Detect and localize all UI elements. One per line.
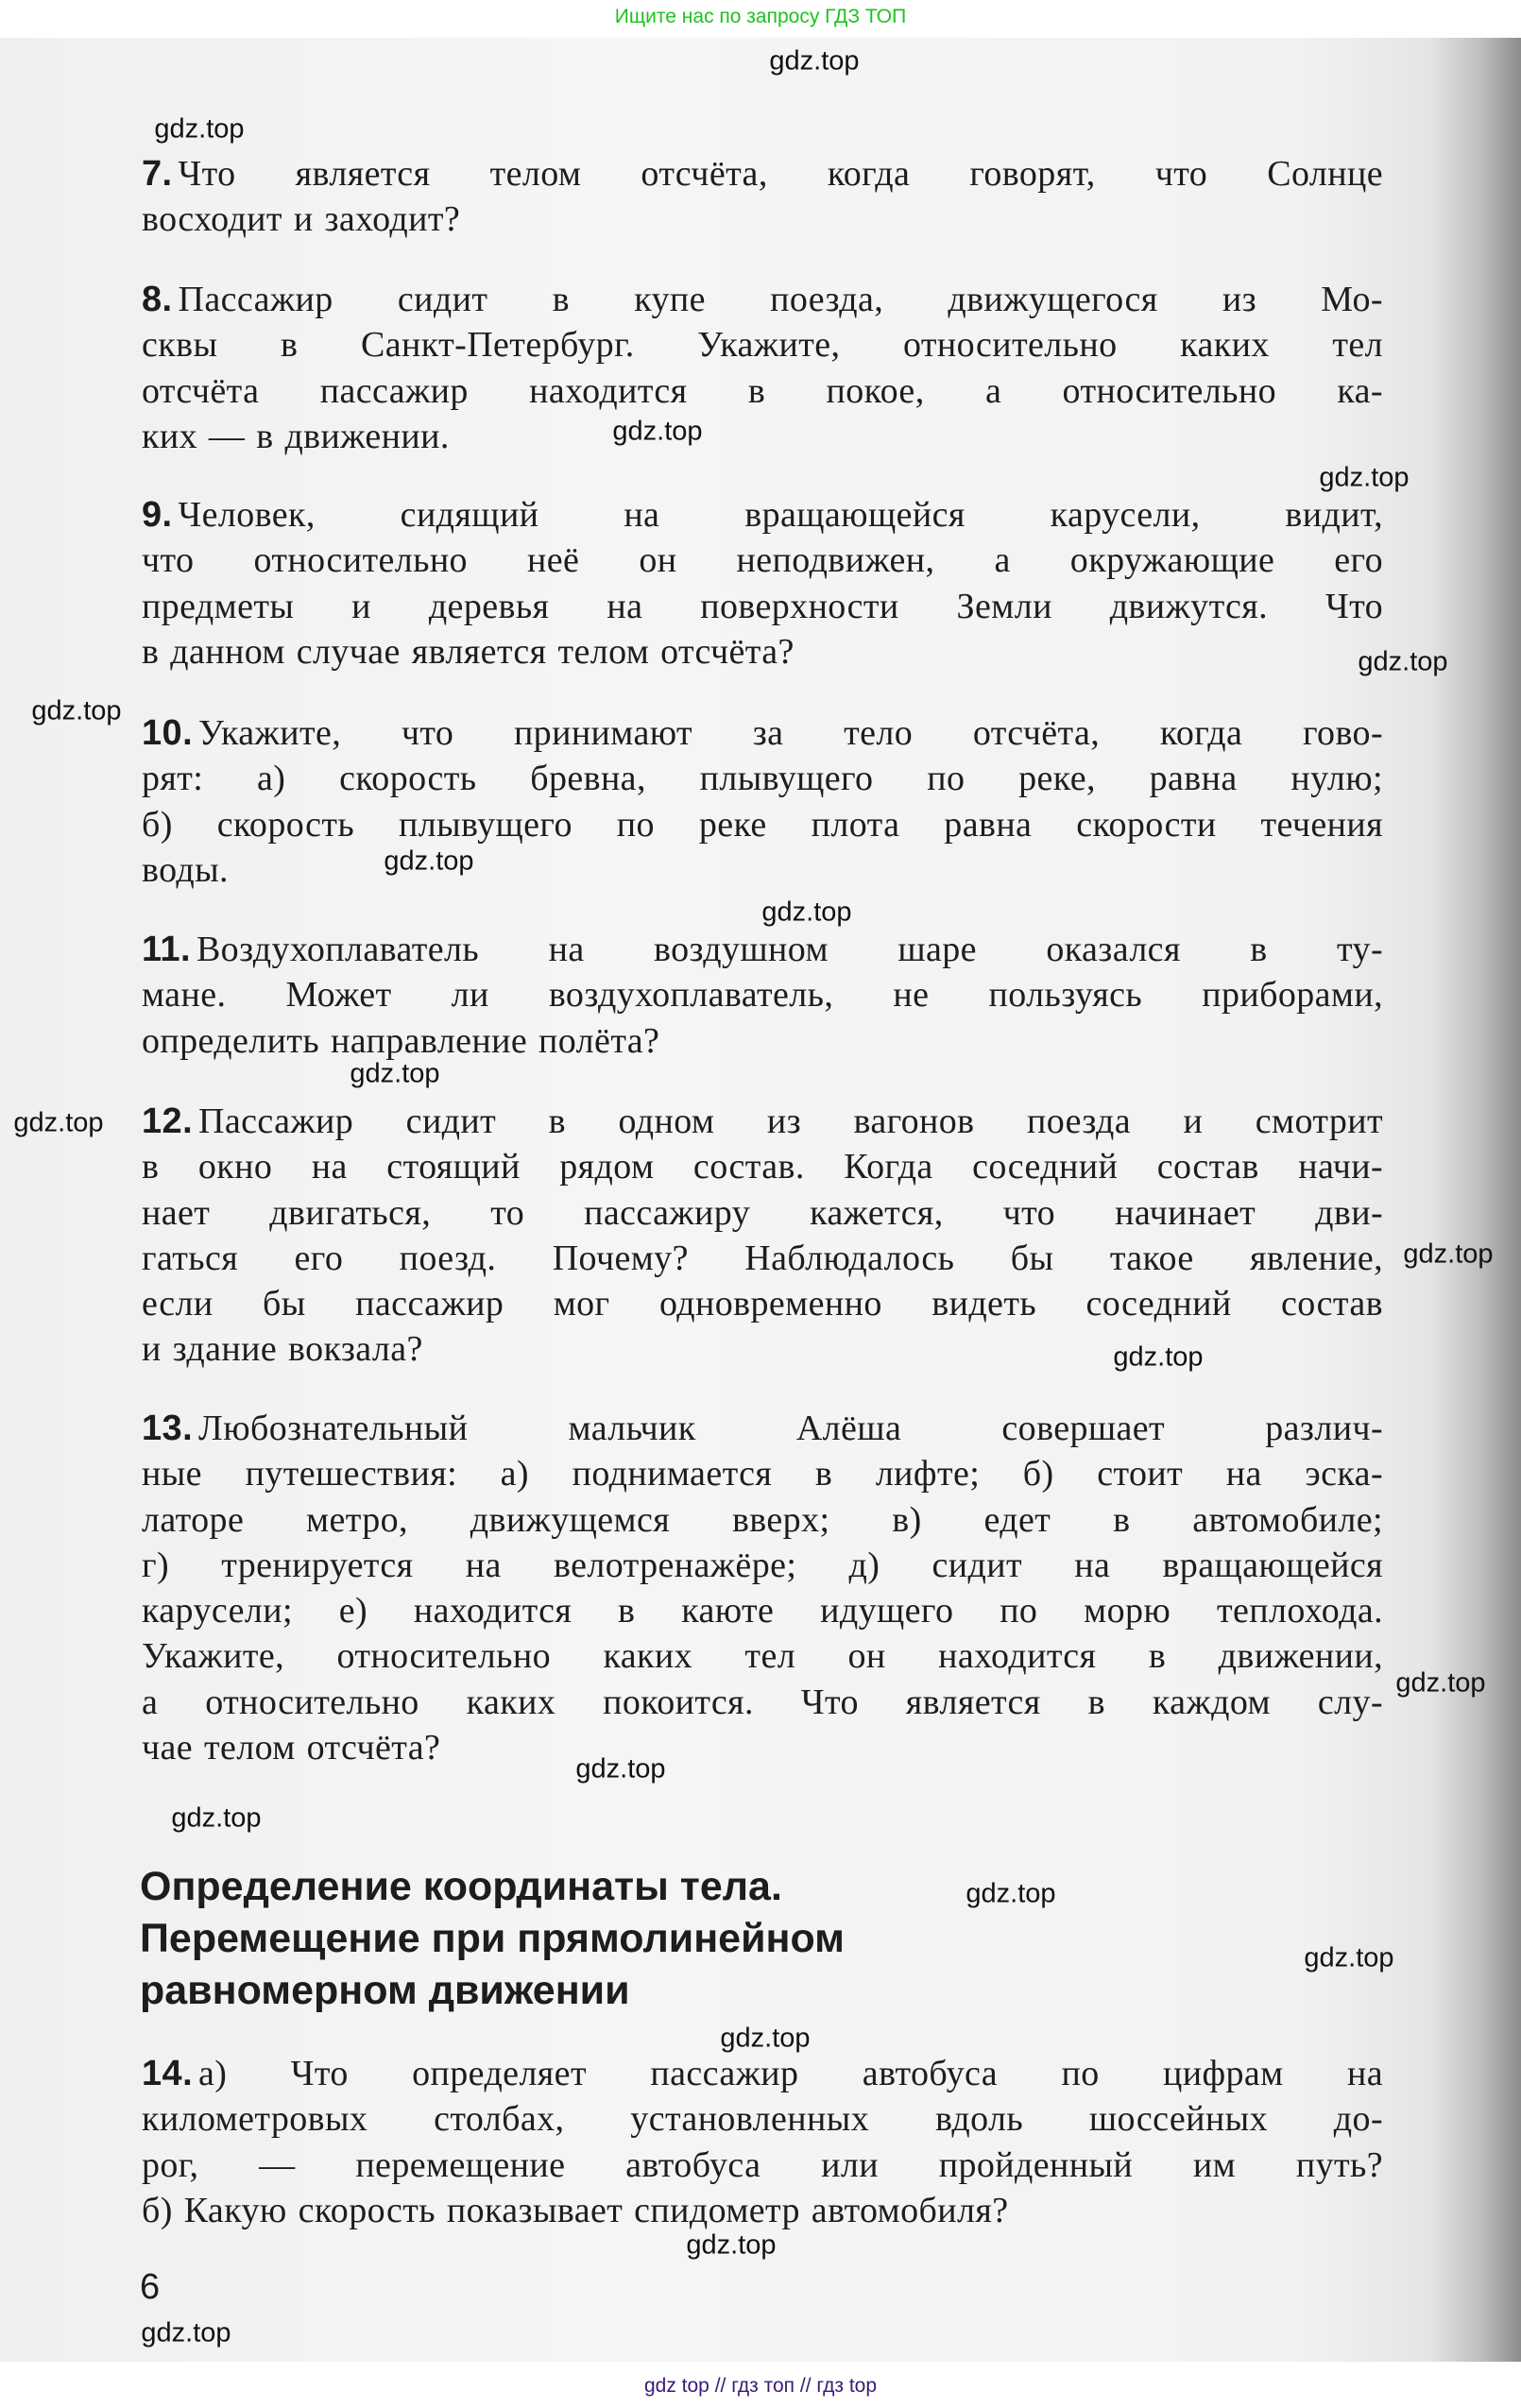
question-line [142,847,1383,893]
question-line [142,710,1383,756]
question-text: чае телом отсчёта? [142,1728,441,1768]
watermark-text: gdz.top [612,416,703,447]
question-line [142,322,1383,367]
question-text: и здание вокзала? [142,1329,423,1370]
question-text: отсчёта пассажир находится в покое, а относительно ка- [142,370,1383,411]
watermark-text: gdz.top [720,2023,811,2054]
question-text: рят: а) скорость бревна, плывущего по реке, равна нулю; [142,759,1383,799]
question-line [142,802,1383,847]
watermark-text: gdz.top [350,1058,440,1089]
section-heading [140,1861,845,2017]
watermark-text: gdz.top [1319,462,1410,493]
question-text: Воздухоплаватель на воздушном шаре оказался в ту- [196,930,1383,969]
question-line [142,196,1383,242]
question-line [142,1543,1383,1588]
question-number: 10. [142,713,194,753]
question-line [142,1018,1383,1064]
question-line [142,1725,1383,1770]
question-line [142,1144,1383,1189]
section-heading-line: Определение координаты тела. [140,1864,782,1909]
question-8 [142,277,1383,459]
question-text: восходит и заходит? [142,199,461,240]
question-text: воды. [142,849,229,890]
question-line [142,1633,1383,1679]
question-text: а относительно каких покоится. Что является в каждом слу- [142,1682,1383,1722]
question-line [142,1680,1383,1725]
question-number: 7. [142,154,173,194]
question-text: гаться его поезд. Почему? Наблюдалось бы такое явление, [142,1238,1383,1278]
watermark-text: gdz.top [384,845,474,877]
question-line [142,1451,1383,1496]
question-text: ные путешествия: а) поднимается в лифте; б) стоит на эска- [142,1454,1383,1494]
question-line [142,756,1383,801]
watermark-text: gdz.top [31,695,122,726]
question-number: 12. [142,1102,194,1141]
question-line [142,1099,1383,1144]
question-text: Любознательный мальчик Алёша совершает различ- [198,1409,1383,1448]
question-line [142,1236,1383,1281]
question-text: б) скорость плывущего по реке плота равна скорости течения [142,804,1383,845]
question-7 [142,151,1383,243]
question-text: Человек, сидящий на вращающейся карусели, видит, [178,495,1383,535]
question-line [142,2096,1383,2142]
watermark-text: gdz.top [1358,646,1448,677]
question-text: а) Что определяет пассажир автобуса по цифрам на [198,2054,1383,2093]
question-11 [142,927,1383,1064]
question-line [142,151,1383,196]
question-line [142,2143,1383,2188]
question-line [142,584,1383,629]
question-text: в данном случае является телом отсчёта? [142,631,795,672]
question-line [142,1406,1383,1451]
question-14 [142,2051,1383,2233]
question-text: что относительно неё он неподвижен, а окружающие его [142,540,1383,581]
section-heading-line: равномерном движении [140,1968,630,2013]
section-heading-line: Перемещение при прямолинейном [140,1916,845,1961]
watermark-text: gdz.top [966,1878,1056,1909]
question-text: нает двигаться, то пассажиру кажется, что начинает дви- [142,1192,1383,1233]
question-line [142,1281,1383,1326]
question-line [142,414,1383,459]
question-text: латоре метро, движущемся вверх; в) едет в автомобиле; [142,1499,1383,1540]
footer-links[interactable]: gdz top // гдз топ // гдз top [643,2375,878,2397]
question-line [142,1190,1383,1236]
question-text: Укажите, что принимают за тело отсчёта, когда гово- [198,713,1383,753]
question-number: 11. [142,930,191,969]
question-line [142,1497,1383,1543]
question-line [142,277,1383,322]
question-text: Что является телом отсчёта, когда говорят, что Солнце [178,154,1383,194]
question-13 [142,1406,1383,1770]
question-text: г) тренируется на велотренажёре; д) сидит на вращающейся [142,1545,1383,1585]
search-banner[interactable]: Ищите нас по запросу ГДЗ ТОП [614,6,907,27]
question-text: ких — в движении. [142,416,450,456]
watermark-text: gdz.top [761,897,852,928]
question-10 [142,710,1383,893]
question-line [142,368,1383,414]
question-9 [142,492,1383,675]
question-text: Пассажир сидит в одном из вагонов поезда и смотрит [198,1102,1383,1141]
watermark-text: gdz.top [1304,1942,1394,1973]
question-12 [142,1099,1383,1373]
question-text: определить направление полёта? [142,1020,660,1061]
watermark-text: gdz.top [769,45,860,77]
watermark-text: gdz.top [141,2317,231,2348]
question-line [142,538,1383,583]
question-number: 9. [142,495,173,535]
question-line [142,492,1383,538]
question-text: в окно на стоящий рядом состав. Когда соседний состав начи- [142,1147,1383,1187]
watermark-text: gdz.top [575,1753,666,1785]
question-number: 13. [142,1409,194,1448]
question-line [142,972,1383,1017]
question-text: б) Какую скорость показывает спидометр автомобиля? [142,2190,1009,2230]
watermark-text: gdz.top [1403,1238,1494,1270]
question-text: Укажите, относительно каких тел он находится в движении, [142,1636,1383,1677]
question-line [142,2051,1383,2096]
watermark-text: gdz.top [171,1802,262,1834]
question-line [142,927,1383,972]
question-text: если бы пассажир мог одновременно видеть соседний состав [142,1284,1383,1324]
watermark-text: gdz.top [686,2229,777,2261]
watermark-text: gdz.top [154,113,245,145]
question-text: сквы в Санкт-Петербург. Укажите, относительно каких тел [142,325,1383,366]
question-line [142,1588,1383,1633]
question-text: предметы и деревья на поверхности Земли движутся. Что [142,586,1383,626]
watermark-text: gdz.top [13,1107,104,1138]
question-text: мане. Может ли воздухоплаватель, не пользуясь приборами, [142,975,1383,1016]
watermark-text: gdz.top [1395,1667,1486,1699]
question-number: 14. [142,2054,194,2093]
watermark-text: gdz.top [1113,1341,1204,1373]
page-number: 6 [140,2267,161,2307]
question-line [142,629,1383,675]
question-number: 8. [142,280,173,319]
question-line [142,2188,1383,2233]
question-text: рог, — перемещение автобуса или пройденный им путь? [142,2144,1383,2185]
question-text: Пассажир сидит в купе поезда, движущегося из Мо- [178,280,1383,319]
question-text: карусели; е) находится в каюте идущего по морю теплохода. [142,1591,1383,1631]
question-text: километровых столбах, установленных вдоль шоссейных до- [142,2099,1383,2140]
